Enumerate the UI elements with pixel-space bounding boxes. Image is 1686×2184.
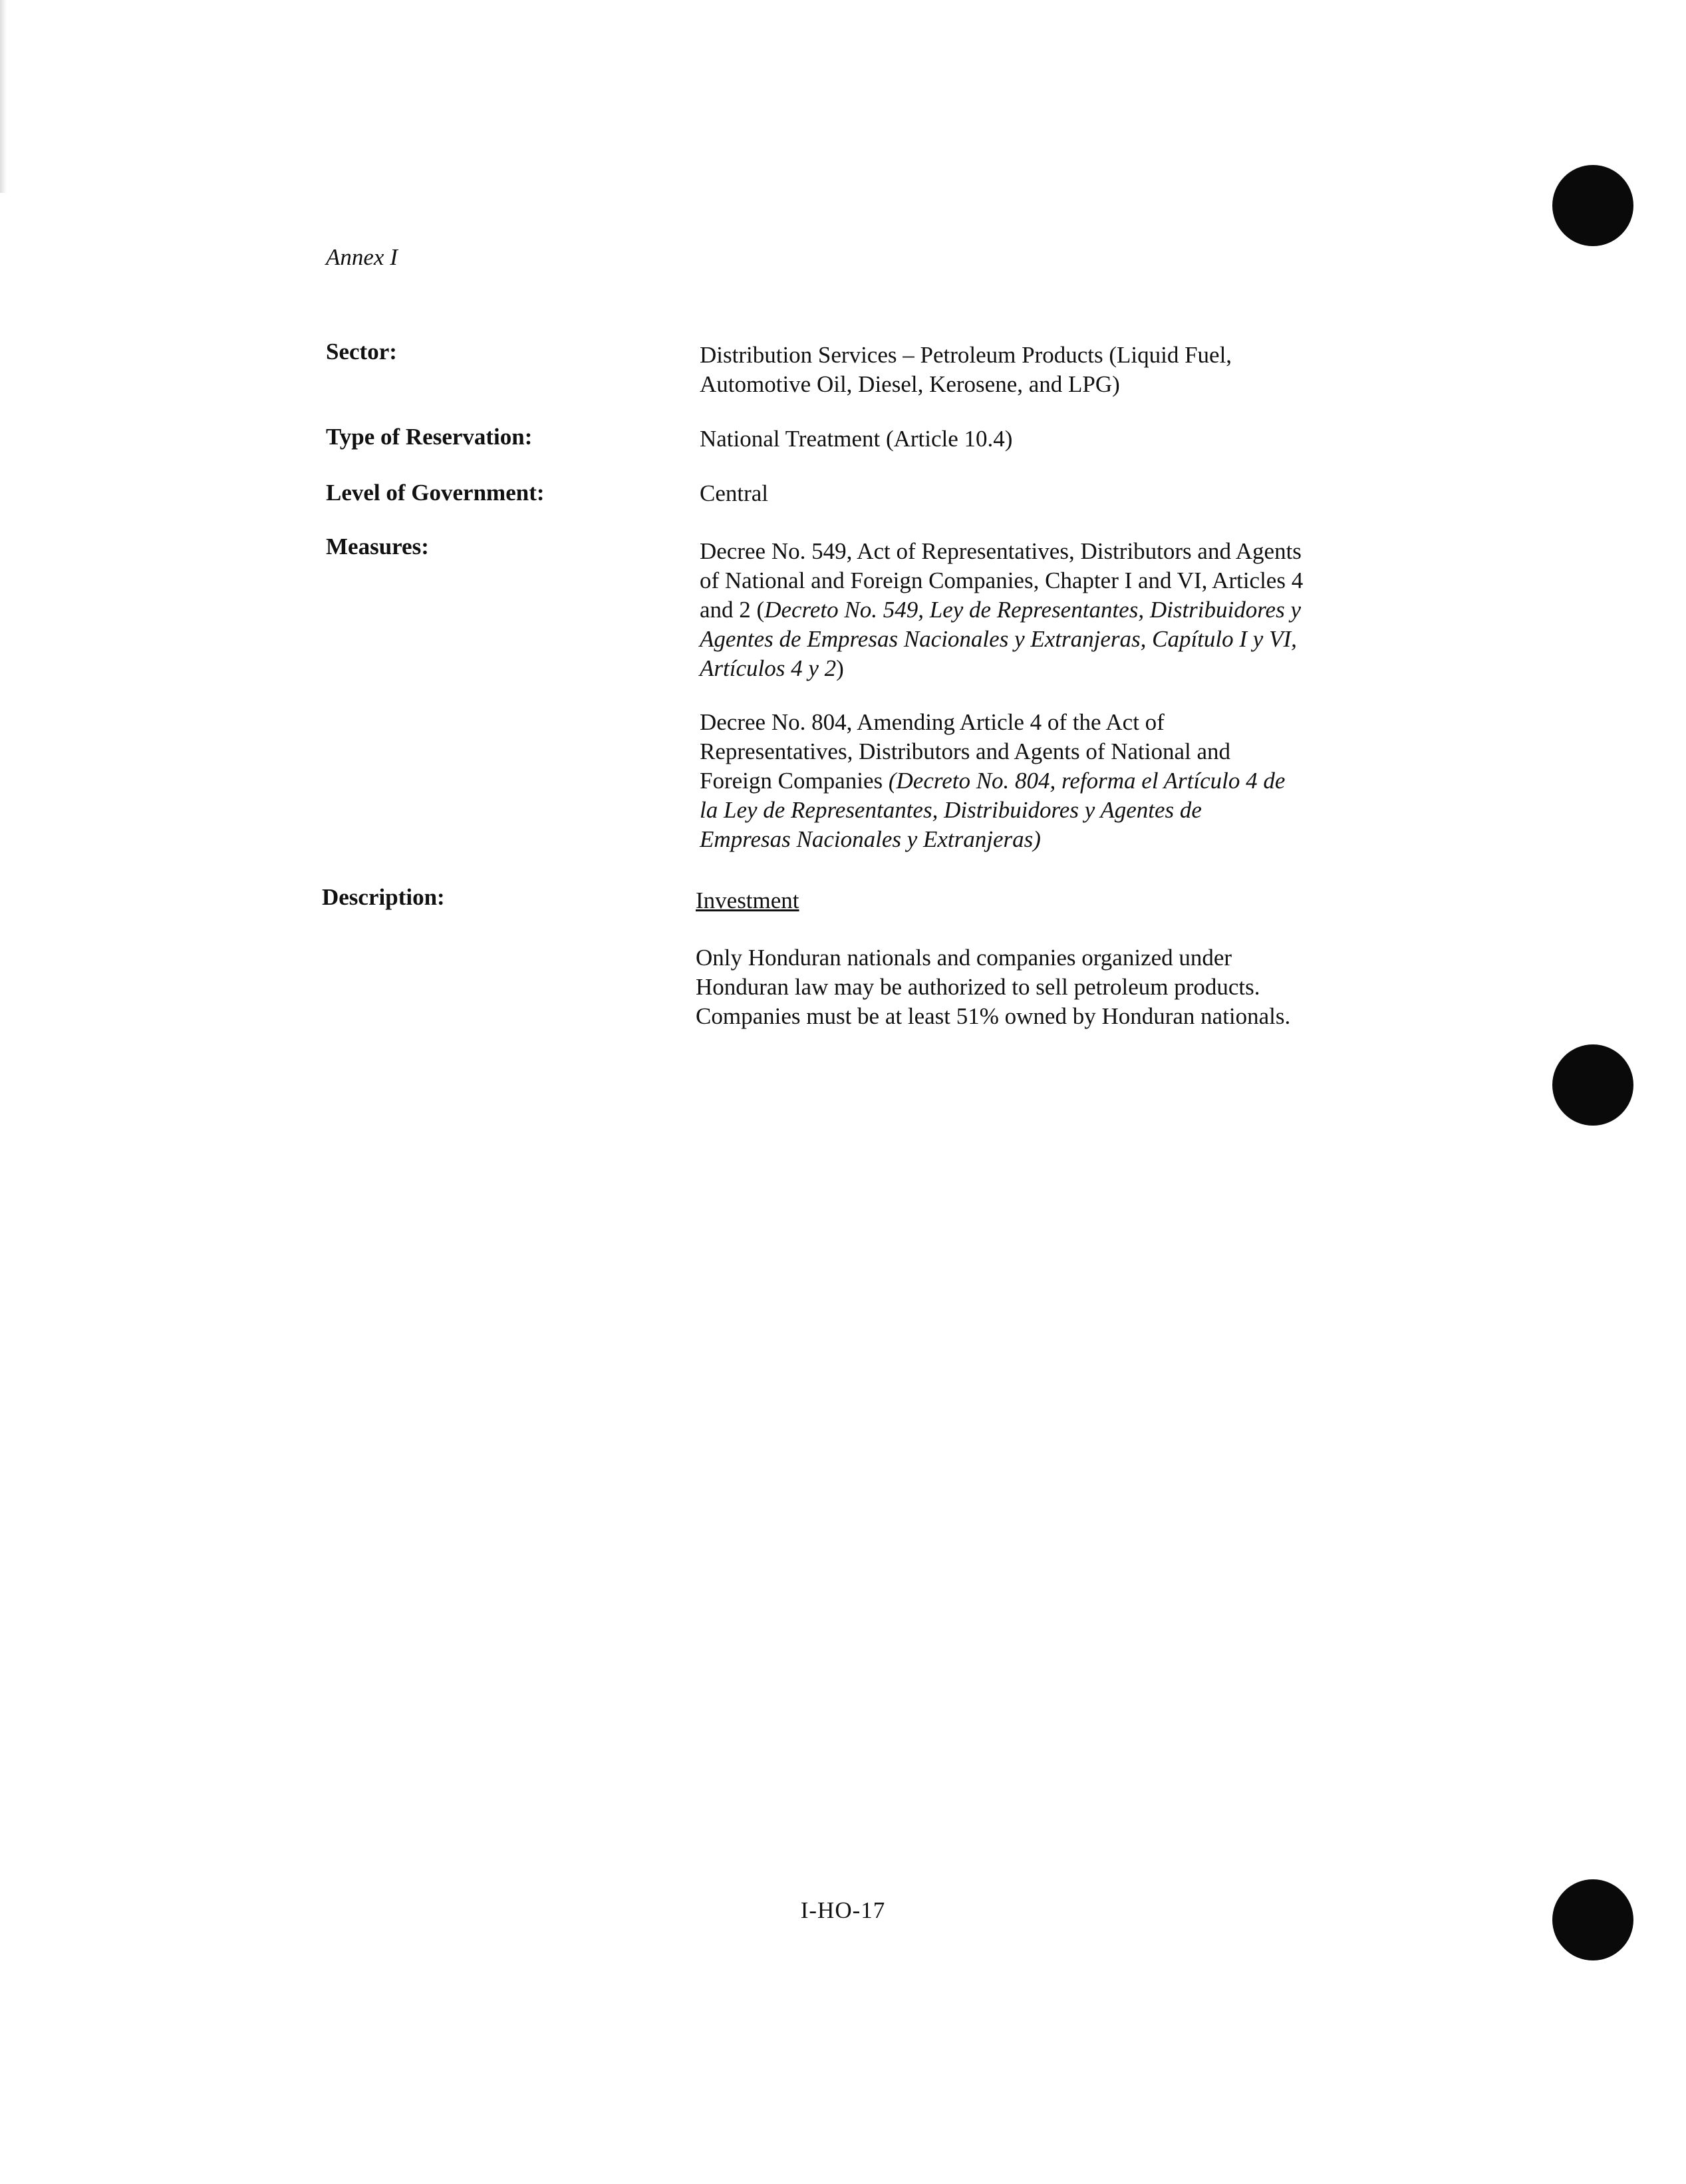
measure-spanish-line: Agentes de Empresas Nacionales y Extranjeras, Capítulo I y VI, <box>700 626 1297 652</box>
measure-decree-804 <box>700 708 1365 854</box>
punch-hole-top <box>1552 165 1633 246</box>
sector-line: Automotive Oil, Diesel, Kerosene, and LPG) <box>700 371 1120 397</box>
measure-text: and 2 ( <box>700 597 765 623</box>
measure-text: Foreign Companies <box>700 768 889 794</box>
page-number: I-HO-17 <box>800 1897 886 1923</box>
punch-hole-middle <box>1552 1044 1633 1126</box>
measure-text: ) <box>836 655 844 681</box>
scan-edge-shadow <box>0 0 7 193</box>
government-label: Level of Government: <box>326 480 545 506</box>
reservation-label: Type of Reservation: <box>326 424 533 450</box>
measure-line <box>700 595 1365 625</box>
measure-line <box>700 766 1365 796</box>
government-value: Central <box>700 480 769 506</box>
sector-label: Sector: <box>326 339 397 365</box>
measure-line <box>700 654 1365 683</box>
measure-decree-549 <box>700 537 1365 683</box>
measure-spanish-line: Empresas Nacionales y Extranjeras) <box>700 826 1041 852</box>
measures-label: Measures: <box>326 534 429 559</box>
description-text <box>696 943 1361 1031</box>
reservation-value: National Treatment (Article 10.4) <box>700 426 1013 452</box>
measure-spanish-text: Artículos 4 y 2 <box>700 655 837 681</box>
measure-spanish-text: Decreto No. 549, Ley de Representantes, Distribuidores y <box>764 597 1301 623</box>
sector-value <box>700 341 1365 399</box>
description-line: Companies must be at least 51% owned by Honduran nationals. <box>696 1003 1291 1029</box>
description-heading <box>696 886 1361 915</box>
measure-spanish-text: (Decreto No. 804, reforma el Artículo 4 de <box>888 768 1286 794</box>
investment-heading: Investment <box>696 887 799 913</box>
measure-spanish-line: la Ley de Representantes, Distribuidores y Agentes de <box>700 797 1202 823</box>
measure-line: Decree No. 549, Act of Representatives, Distributors and Agents <box>700 538 1302 564</box>
sector-line: Distribution Services – Petroleum Products (Liquid Fuel, <box>700 342 1232 368</box>
description-label: Description: <box>322 884 445 910</box>
measure-line: Decree No. 804, Amending Article 4 of the Act of <box>700 709 1165 735</box>
description-line: Honduran law may be authorized to sell petroleum products. <box>696 974 1260 1000</box>
measure-line: Representatives, Distributors and Agents of National and <box>700 738 1231 764</box>
description-line: Only Honduran nationals and companies organized under <box>696 945 1232 971</box>
punch-hole-bottom <box>1552 1879 1633 1960</box>
annex-header: Annex I <box>326 244 398 270</box>
measure-line: of National and Foreign Companies, Chapter I and VI, Articles 4 <box>700 567 1304 593</box>
